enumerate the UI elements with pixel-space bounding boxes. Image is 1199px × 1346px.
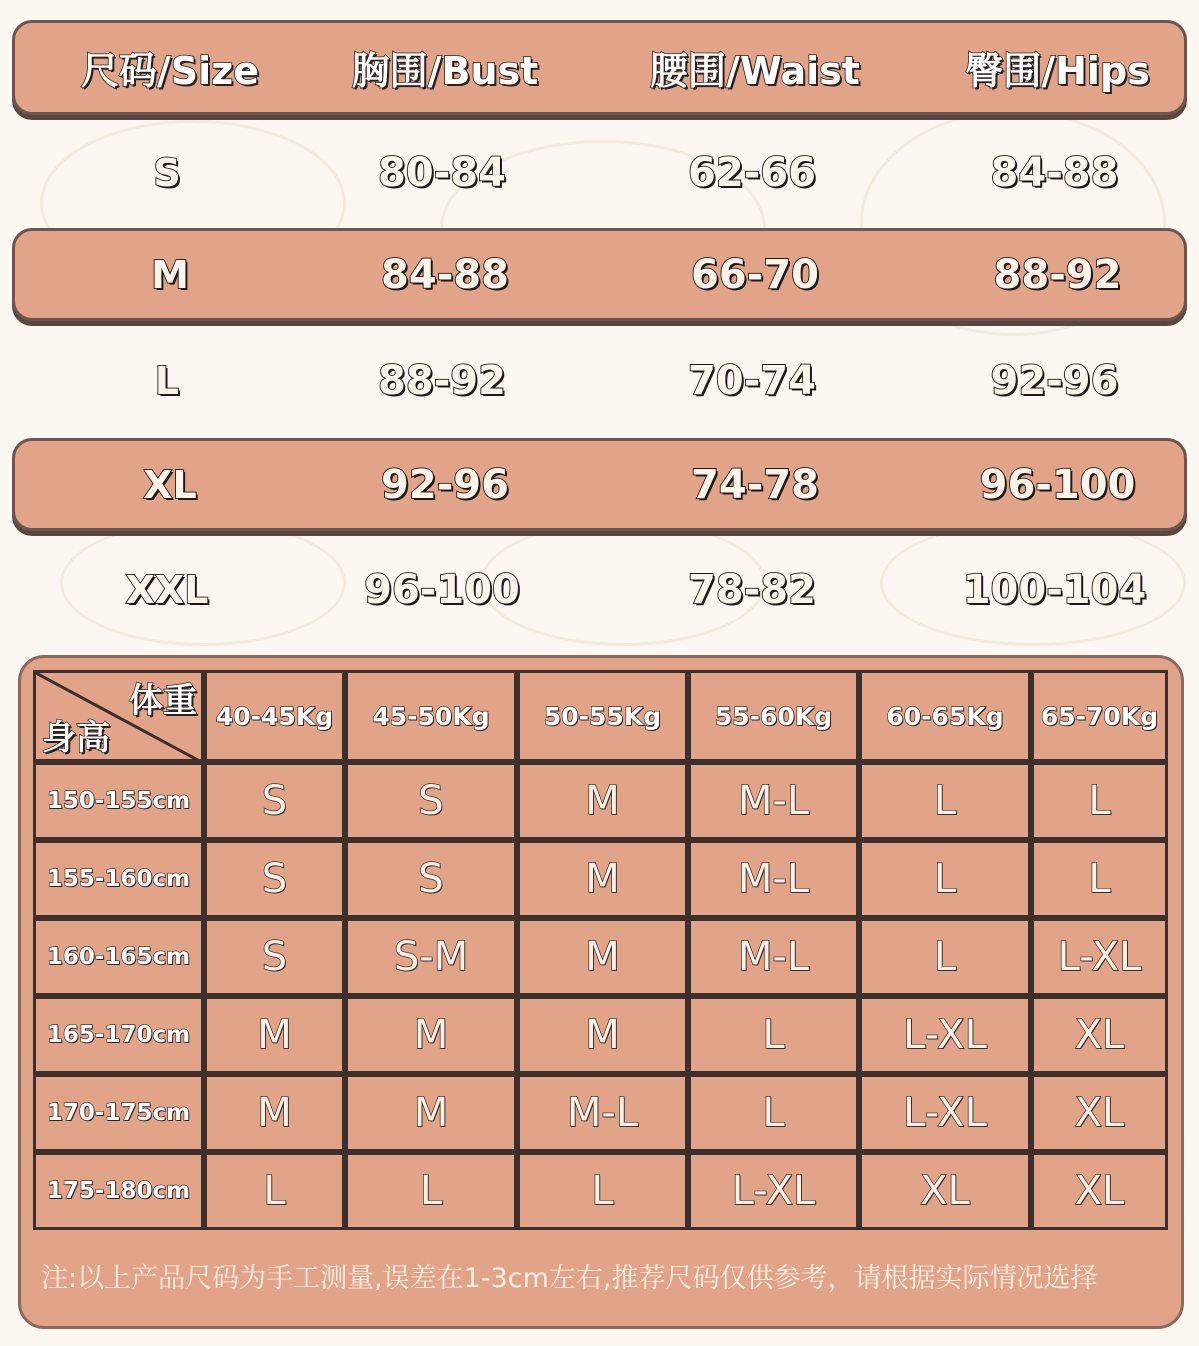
size-cell: M <box>345 996 517 1074</box>
size-row-l <box>12 333 1187 428</box>
measurement-note: 注:以上产品尺码为手工测量,误差在1-3cm左右,推荐尺码仅供参考，请根据实际情况选择 <box>41 1263 1098 1294</box>
bust-value: 92-96 <box>381 461 509 508</box>
size-cell: M-L <box>517 1074 688 1152</box>
size-cell: L <box>859 762 1031 840</box>
size-cell: M <box>204 996 345 1074</box>
size-row-m <box>12 228 1187 321</box>
hips-value: 88-92 <box>993 251 1122 298</box>
size-cell: L <box>517 1152 688 1230</box>
header-bust: 胸围/Bust <box>351 49 539 93</box>
weight-header: 50-55Kg <box>517 670 688 762</box>
waist-value: 66-70 <box>691 251 819 298</box>
size-cell: L <box>204 1152 345 1230</box>
size-cell: L-XL <box>859 1074 1031 1152</box>
size-cell: S <box>345 840 517 918</box>
size-label: XXL <box>125 567 209 612</box>
height-header: 155-160cm <box>33 840 204 918</box>
size-cell: L-XL <box>859 996 1031 1074</box>
table-row <box>33 840 1168 918</box>
table-row <box>33 762 1168 840</box>
size-cell: S <box>204 840 345 918</box>
weight-header: 65-70Kg <box>1031 670 1168 762</box>
size-label: L <box>154 358 180 403</box>
weight-header-row <box>33 670 1168 762</box>
size-cell: L <box>859 918 1031 996</box>
size-cell: S <box>204 918 345 996</box>
table-row <box>33 1152 1168 1230</box>
size-cell: L <box>688 996 859 1074</box>
height-axis-label: 身高 <box>42 718 110 758</box>
bust-value: 88-92 <box>378 357 506 404</box>
hips-value: 96-100 <box>979 461 1136 508</box>
hips-value: 84-88 <box>990 149 1119 196</box>
waist-value: 62-66 <box>688 149 816 196</box>
size-label: XL <box>143 462 197 507</box>
size-row-s <box>12 125 1187 220</box>
waist-value: 70-74 <box>688 357 816 404</box>
recommendation-grid <box>33 670 1168 1230</box>
size-row-xxl <box>12 542 1187 637</box>
size-cell: XL <box>859 1152 1031 1230</box>
waist-value: 74-78 <box>691 461 819 508</box>
height-header: 160-165cm <box>33 918 204 996</box>
hips-value: 100-104 <box>962 566 1147 613</box>
size-chart <box>0 0 1199 650</box>
header-size: 尺码/Size <box>80 49 260 93</box>
size-cell: S <box>204 762 345 840</box>
weight-header: 45-50Kg <box>345 670 517 762</box>
size-cell: M <box>204 1074 345 1152</box>
size-cell: M <box>517 918 688 996</box>
size-cell: M <box>517 996 688 1074</box>
size-label: S <box>153 150 181 195</box>
size-cell: M <box>517 762 688 840</box>
table-row <box>33 1074 1168 1152</box>
weight-header: 55-60Kg <box>688 670 859 762</box>
waist-value: 78-82 <box>688 566 816 613</box>
weight-axis-label: 体重 <box>129 681 197 721</box>
height-header: 170-175cm <box>33 1074 204 1152</box>
size-cell: M <box>517 840 688 918</box>
height-weight-table <box>33 670 1168 1230</box>
size-cell: M <box>345 1074 517 1152</box>
size-cell: M-L <box>688 840 859 918</box>
size-cell: XL <box>1031 1074 1168 1152</box>
size-chart-header <box>12 20 1187 115</box>
table-row <box>33 996 1168 1074</box>
weight-header: 40-45Kg <box>204 670 345 762</box>
size-cell: XL <box>1031 1152 1168 1230</box>
corner-cell <box>33 670 204 762</box>
bust-value: 80-84 <box>378 149 506 196</box>
size-row-xl <box>12 438 1187 531</box>
size-cell: M-L <box>688 762 859 840</box>
header-waist: 腰围/Waist <box>650 49 860 93</box>
height-header: 165-170cm <box>33 996 204 1074</box>
size-cell: S <box>345 762 517 840</box>
size-cell: L <box>1031 840 1168 918</box>
header-hips: 臀围/Hips <box>965 49 1150 93</box>
height-header: 175-180cm <box>33 1152 204 1230</box>
table-row <box>33 918 1168 996</box>
hips-value: 92-96 <box>990 357 1119 404</box>
size-cell: L-XL <box>688 1152 859 1230</box>
size-cell: XL <box>1031 996 1168 1074</box>
size-label: M <box>151 252 189 297</box>
size-cell: L <box>1031 762 1168 840</box>
size-cell: M-L <box>688 918 859 996</box>
height-header: 150-155cm <box>33 762 204 840</box>
size-cell: L <box>345 1152 517 1230</box>
bust-value: 84-88 <box>381 251 509 298</box>
size-cell: L <box>859 840 1031 918</box>
size-cell: L <box>688 1074 859 1152</box>
weight-header: 60-65Kg <box>859 670 1031 762</box>
size-recommendation-panel <box>18 655 1184 1329</box>
size-cell: S-M <box>345 918 517 996</box>
size-cell: L-XL <box>1031 918 1168 996</box>
bust-value: 96-100 <box>364 566 520 613</box>
